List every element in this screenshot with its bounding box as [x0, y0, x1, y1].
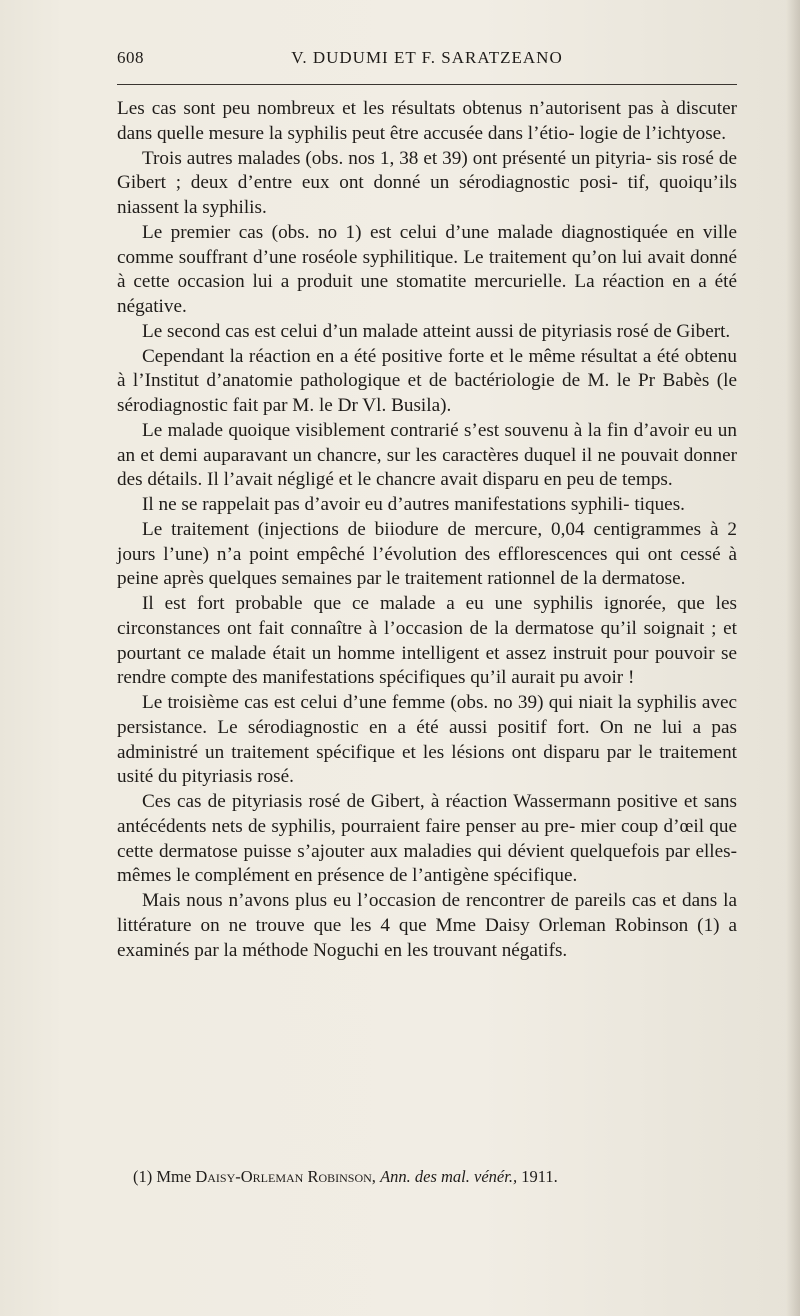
header-rule — [117, 84, 737, 85]
paragraph: Le malade quoique visiblement contrarié s’est souvenu à la fin d’avoir eu un an et demi auparavant un chancre, sur les caractères duquel il ne pouvait donner des détails. Il l’avait négligé et le chancre avait disparu en peu de temps. — [117, 419, 737, 491]
footnote-marker: (1) — [133, 1167, 153, 1186]
page-number: 608 — [117, 48, 144, 67]
paragraph: Trois autres malades (obs. nos 1, 38 et 39) ont présenté un pityria- sis rosé de Gibert ; deux d’entre eux ont donné un sérodiagnostic posi- tif, quoiqu’ils niassent la syphilis. — [117, 147, 737, 218]
footnote-author-prefix: Mme — [156, 1167, 192, 1186]
paragraph: Ces cas de pityriasis rosé de Gibert, à réaction Wassermann positive et sans antécédents nets de syphilis, pourraient faire penser au pre- mier coup d’œil que cette dermatose puisse s’ajouter aux maladies qui dévient quelquefois par elles-mêmes le complément en présence de l’antigène spécifique. — [117, 791, 737, 887]
paragraph: Il est fort probable que ce malade a eu une syphilis ignorée, que les circonstances ont fait connaître à l’occasion de la dermatose qu’il soignait ; et pourtant ce malade était un homme intelligent et assez instruit pour pouvoir se rendre compte des manifestations spécifiques qu’il aurait pu avoir ! — [117, 593, 737, 689]
paragraph: Le traitement (injections de biiodure de mercure, 0,04 centigrammes à 2 jours l’une) n’a point empêché l’évolution des efflorescences qui ont cessé à peine après quelques semaines par le traitement rationnel de la dermatose. — [117, 518, 737, 590]
paragraph: Le troisième cas est celui d’une femme (obs. no 39) qui niait la syphilis avec persistance. Le sérodiagnostic en a été aussi positif fort. On ne lui a pas administré un traitement spécifique et les lésions ont disparu par le traitement usité du pityriasis rosé. — [117, 692, 737, 788]
running-head: V. DUDUMI ET F. SARATZEANO — [291, 48, 563, 67]
paragraph: Les cas sont peu nombreux et les résultats obtenus n’autorisent pas à discuter dans quelle mesure la syphilis peut être accusée dans l’étio- logie de l’ichtyose. — [117, 98, 737, 144]
page-header — [117, 48, 737, 74]
paragraph: Le second cas est celui d’un malade atteint aussi de pityriasis rosé de Gibert. — [142, 320, 731, 342]
footnote-text — [117, 1166, 737, 1188]
footnote-author-name: Daisy-Orleman Robinson, — [195, 1167, 376, 1186]
footnote-year: 1911. — [521, 1167, 558, 1186]
paragraph: Cependant la réaction en a été positive forte et le même résultat a été obtenu à l’Institut d’anatomie pathologique et de bactériologie de M. le Pr Babès (le sérodiagnostic fait par M. le Dr Vl. Busila). — [117, 345, 737, 416]
paragraph: Mais nous n’avons plus eu l’occasion de rencontrer de pareils cas et dans la littérature on ne trouve que les 4 que Mme Daisy Orleman Robinson (1) a examinés par la méthode Noguchi en les trouvant négatifs. — [117, 890, 737, 961]
footnote — [117, 1166, 737, 1188]
paragraph: Le premier cas (obs. no 1) est celui d’une malade diagnostiquée en ville comme souffrant d’une roséole syphilitique. Le traitement qu’on lui avait donné à cette occasion lui a produit une stomatite mercurielle. La réaction en a été négative. — [117, 221, 737, 317]
body-text — [117, 97, 737, 963]
footnote-journal: Ann. des mal. vénér., — [380, 1167, 518, 1186]
page-edge-shadow — [786, 0, 800, 1316]
paragraph: Il ne se rappelait pas d’avoir eu d’autres manifestations syphili- tiques. — [142, 494, 685, 515]
